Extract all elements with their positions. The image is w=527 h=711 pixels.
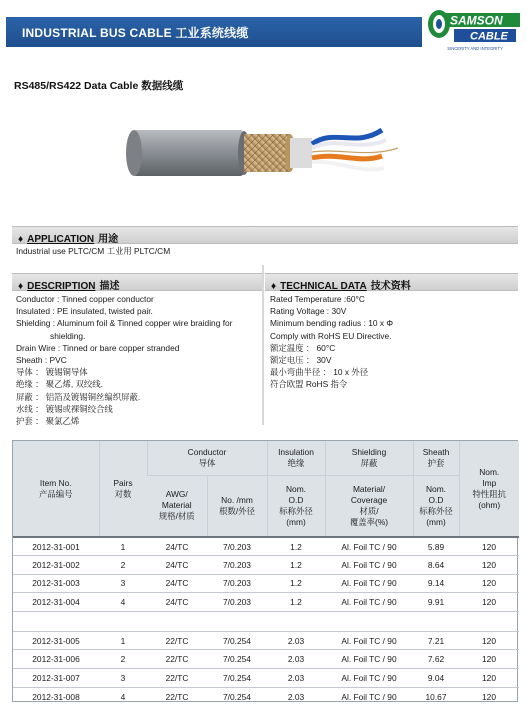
technical-line: 额定电压 ： 30V xyxy=(270,355,332,366)
cell-awg: 22/TC xyxy=(147,669,207,688)
technical-line: Rated Temperature :60°C xyxy=(270,294,365,304)
header-sheath: Sheath 护套 xyxy=(413,441,459,475)
header-conductor: Conductor 导体 xyxy=(147,441,267,475)
description-body xyxy=(16,293,232,427)
header-insulation-od: Nom. O.D 标称外径 (mm) xyxy=(267,475,325,537)
description-line: Shielding : Aluminum foil & Tinned copper wire braiding for xyxy=(16,318,233,329)
cell-no_mm: 7/0.254 xyxy=(207,631,267,650)
description-line: 水线 ： 镀锡或裸铜绞合线 xyxy=(16,403,113,414)
cell-pairs: 1 xyxy=(99,537,147,556)
samson-cable-logo xyxy=(426,4,524,54)
cell-no_mm: 7/0.203 xyxy=(207,537,267,556)
description-line: Insulated : PE insulated, twisted pair. xyxy=(16,306,153,317)
technical-line: 额定温度 ： 60°C xyxy=(270,342,336,353)
header-insulation: Insulation 绝缘 xyxy=(267,441,325,475)
table-row xyxy=(13,687,519,706)
application-heading xyxy=(12,226,518,244)
cell-sheath: 5.89 xyxy=(413,537,459,556)
cell-item: 2012-31-006 xyxy=(13,650,99,669)
header-awg-material: AWG/ Material 规格/材质 xyxy=(147,475,207,537)
description-line: shielding. xyxy=(50,330,86,341)
header-shielding: Shielding 屏蔽 xyxy=(325,441,413,475)
cell-item: 2012-31-005 xyxy=(13,631,99,650)
spec-table-container xyxy=(12,440,518,702)
table-row xyxy=(13,593,519,612)
page-header xyxy=(0,0,527,60)
logo-brand-bottom: CABLE xyxy=(470,30,508,43)
technical-line: Comply with RoHS EU Directive. xyxy=(270,330,392,341)
cell-pairs: 2 xyxy=(99,556,147,575)
cell-shield: Al. Foil TC / 90 xyxy=(325,631,413,650)
cell-sheath: 10.67 xyxy=(413,687,459,706)
cell-sheath: 7.21 xyxy=(413,631,459,650)
cell-awg: 24/TC xyxy=(147,574,207,593)
cell-imp: 120 xyxy=(459,687,519,706)
cell-imp: 120 xyxy=(459,669,519,688)
cell-ins: 1.2 xyxy=(267,574,325,593)
cell-pairs: 1 xyxy=(99,631,147,650)
spec-table-body xyxy=(13,537,519,706)
cell-item: 2012-31-001 xyxy=(13,537,99,556)
cell-sheath: 7.62 xyxy=(413,650,459,669)
cell-no_mm: 7/0.254 xyxy=(207,669,267,688)
cell-pairs: 3 xyxy=(99,574,147,593)
cell-sheath: 9.14 xyxy=(413,574,459,593)
header-item-no: Item No. 产品编号 xyxy=(13,441,99,537)
cable-illustration xyxy=(120,118,410,198)
technical-line: Rating Voltage : 30V xyxy=(270,306,347,317)
cell-item: 2012-31-002 xyxy=(13,556,99,575)
description-line: Conductor : Tinned copper conductor xyxy=(16,294,154,304)
diamond-bullet-icon: ♦ xyxy=(271,281,277,292)
header-title: INDUSTRIAL BUS CABLE 工业系统线缆 xyxy=(22,26,249,40)
cell-shield: Al. Foil TC / 90 xyxy=(325,650,413,669)
application-heading-text: APPLICATION xyxy=(27,234,95,245)
cell-pairs: 4 xyxy=(99,593,147,612)
description-line: 导体 ： 镀锡铜导体 xyxy=(16,367,88,378)
diamond-bullet-icon: ♦ xyxy=(18,281,24,292)
cell-shield: Al. Foil TC / 90 xyxy=(325,537,413,556)
cell-awg: 24/TC xyxy=(147,537,207,556)
application-line: Industrial use PLTC/CM 工业用 PLTC/CM xyxy=(16,246,171,256)
table-row xyxy=(13,669,519,688)
cell-sheath: 9.91 xyxy=(413,593,459,612)
description-heading-text: DESCRIPTION xyxy=(27,281,96,292)
document-title: RS485/RS422 Data Cable 数据线缆 xyxy=(14,80,184,92)
technical-line: 符合欧盟 RoHS 指令 xyxy=(270,379,348,390)
cell-shield: Al. Foil TC / 90 xyxy=(325,556,413,575)
cell-no_mm: 7/0.254 xyxy=(207,687,267,706)
cell-no_mm: 7/0.203 xyxy=(207,593,267,612)
technical-heading-cn: 技术资料 xyxy=(370,281,411,292)
cell-ins: 1.2 xyxy=(267,556,325,575)
cell-imp: 120 xyxy=(459,537,519,556)
table-row-spacer xyxy=(13,611,519,631)
cell-pairs: 2 xyxy=(99,650,147,669)
table-row xyxy=(13,650,519,669)
description-line: 护套 ： 聚氯乙烯 xyxy=(16,416,80,427)
cell-shield: Al. Foil TC / 90 xyxy=(325,669,413,688)
description-heading-cn: 描述 xyxy=(99,281,120,292)
header-no-mm: No. /mm 根数/外径 xyxy=(207,475,267,537)
logo-tagline: SINCERITY AND INTEGRITY xyxy=(447,46,503,51)
cell-no_mm: 7/0.203 xyxy=(207,574,267,593)
cell-awg: 22/TC xyxy=(147,631,207,650)
table-row xyxy=(13,631,519,650)
cell-ins: 1.2 xyxy=(267,593,325,612)
technical-line: 最小弯曲半径 ： 10 x 外径 xyxy=(270,367,369,378)
cell-awg: 22/TC xyxy=(147,687,207,706)
cell-shield: Al. Foil TC / 90 xyxy=(325,574,413,593)
cell-no_mm: 7/0.254 xyxy=(207,650,267,669)
application-heading-cn: 用途 xyxy=(98,234,119,245)
header-impedance: Nom. Imp 特性阻抗 (ohm) xyxy=(459,441,519,537)
column-divider xyxy=(262,265,264,425)
cell-ins: 2.03 xyxy=(267,687,325,706)
cell-no_mm: 7/0.203 xyxy=(207,556,267,575)
table-row xyxy=(13,556,519,575)
spec-table xyxy=(13,441,519,706)
cell-imp: 120 xyxy=(459,574,519,593)
cell-pairs: 3 xyxy=(99,669,147,688)
description-line: Sheath : PVC xyxy=(16,355,67,366)
cell-item: 2012-31-008 xyxy=(13,687,99,706)
cell-shield: Al. Foil TC / 90 xyxy=(325,687,413,706)
technical-heading-text: TECHNICAL DATA xyxy=(280,281,367,292)
table-row xyxy=(13,574,519,593)
cell-imp: 120 xyxy=(459,650,519,669)
cell-item: 2012-31-003 xyxy=(13,574,99,593)
cell-ins: 2.03 xyxy=(267,631,325,650)
application-body xyxy=(16,245,170,257)
cell-awg: 22/TC xyxy=(147,650,207,669)
cell-awg: 24/TC xyxy=(147,593,207,612)
header-shield-material: Material/ Coverage 材质/ 覆盖率(%) xyxy=(325,475,413,537)
cell-ins: 1.2 xyxy=(267,537,325,556)
cell-awg: 24/TC xyxy=(147,556,207,575)
cell-imp: 120 xyxy=(459,631,519,650)
cell-shield: Al. Foil TC / 90 xyxy=(325,593,413,612)
cell-ins: 2.03 xyxy=(267,650,325,669)
description-line: Drain Wire : Tinned or bare copper stranded xyxy=(16,342,180,353)
header-pairs: Pairs 对数 xyxy=(99,441,147,537)
cell-item: 2012-31-007 xyxy=(13,669,99,688)
cell-ins: 2.03 xyxy=(267,669,325,688)
cell-sheath: 8.64 xyxy=(413,556,459,575)
header-sheath-od: Nom. O.D 标称外径 (mm) xyxy=(413,475,459,537)
diamond-bullet-icon: ♦ xyxy=(18,234,24,245)
technical-heading xyxy=(265,273,518,291)
cell-item: 2012-31-004 xyxy=(13,593,99,612)
description-line: 屏蔽 ： 铝箔及镀锡铜丝编织屏蔽. xyxy=(16,391,141,402)
description-heading xyxy=(12,273,262,291)
description-line: 绝缘 ： 聚乙烯, 双绞线. xyxy=(16,379,104,390)
cell-imp: 120 xyxy=(459,556,519,575)
technical-body xyxy=(270,293,393,391)
logo-brand-top: SAMSON xyxy=(450,13,503,28)
cell-pairs: 4 xyxy=(99,687,147,706)
cell-imp: 120 xyxy=(459,593,519,612)
table-row xyxy=(13,537,519,556)
cell-sheath: 9.04 xyxy=(413,669,459,688)
technical-line: Minimum bending radius : 10 x Φ xyxy=(270,318,394,329)
